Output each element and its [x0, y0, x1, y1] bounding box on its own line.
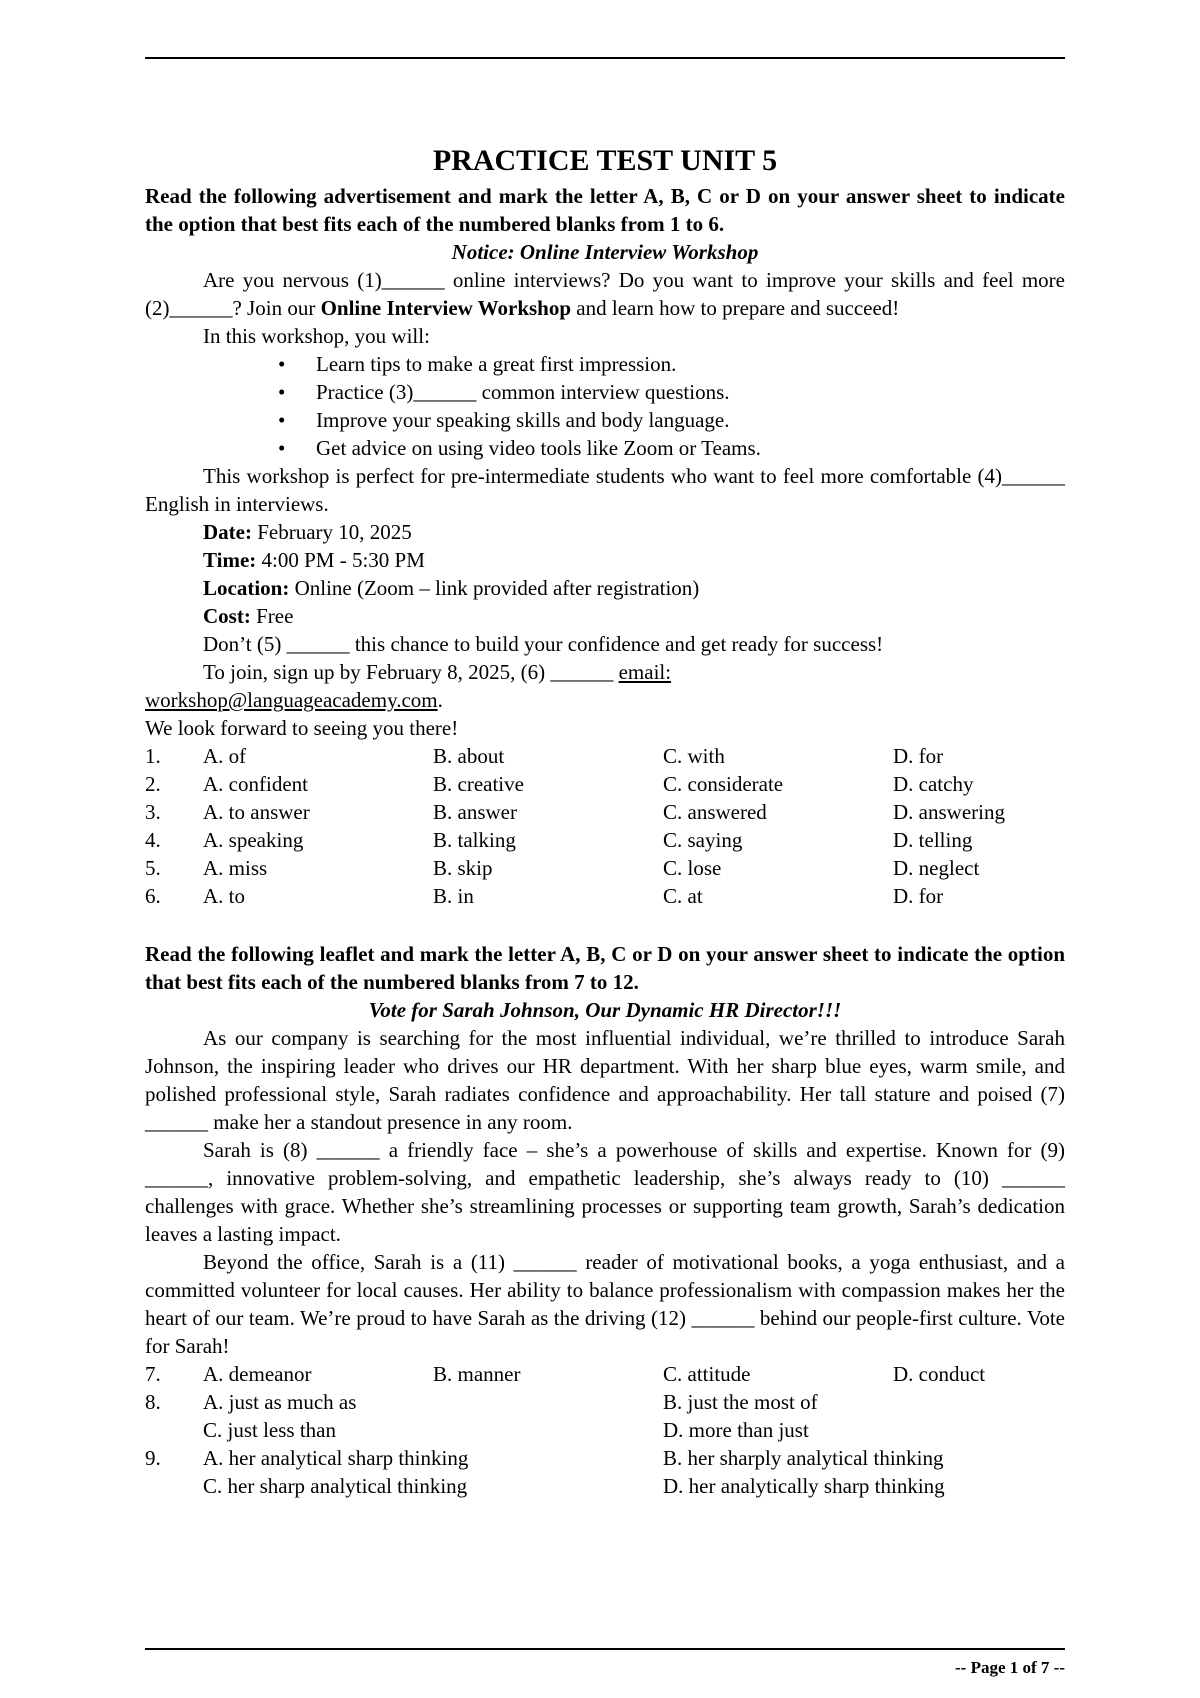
notice-title: Notice: Online Interview Workshop	[451, 240, 759, 264]
option-d: D. telling	[893, 828, 973, 852]
time-value: 4:00 PM - 5:30 PM	[256, 548, 425, 572]
section1-instruction: Read the following advertisement and mark the letter A, B, C or D on your answer sheet to indicate the option that best fits each of the numbered blanks from 1 to 6.	[145, 184, 1065, 236]
question-row	[145, 826, 1065, 854]
email-label-link[interactable]: email:	[618, 660, 672, 684]
option-c: C. just less than	[203, 1418, 337, 1442]
option-a: A. confident	[203, 772, 308, 796]
ad-paragraph-5	[145, 658, 1065, 686]
ad-p1-text-b: and learn how to prepare and succeed!	[571, 296, 900, 320]
question-number: 6.	[145, 884, 161, 908]
option-d: D. catchy	[893, 772, 974, 796]
option-d: D. neglect	[893, 856, 980, 880]
option-b: B. her sharply analytical thinking	[663, 1446, 944, 1470]
option-a: A. to answer	[203, 800, 310, 824]
question-number: 7.	[145, 1362, 161, 1386]
bullet-item: • Improve your speaking skills and body language.	[145, 406, 1065, 434]
option-a: A. her analytical sharp thinking	[203, 1446, 469, 1470]
cost-value: Free	[250, 604, 294, 628]
option-b: B. manner	[433, 1362, 521, 1386]
leaflet-paragraph-2: Sarah is (8) ______ a friendly face – she’s a powerhouse of skills and expertise. Known for (9) ______, innovative problem-solving, and empathetic leadership, she’s always ready to (10) ______ challenges with grace. Whether she’s streamlining processes or supporting team growth, Sarah’s dedication leaves a lasting impact.	[145, 1138, 1065, 1246]
option-c: C. considerate	[663, 772, 784, 796]
option-d: D. more than just	[663, 1418, 809, 1442]
ad-p1-text-a: Are you nervous (1)______ online interviews? Do you want to improve your skills and feel more (2)______? Join our	[145, 268, 1065, 320]
bullet-item: • Practice (3)______ common interview questions.	[145, 378, 1065, 406]
option-c: C. attitude	[663, 1362, 751, 1386]
option-c: C. lose	[663, 856, 722, 880]
ad-paragraph-4: Don’t (5) ______ this chance to build your confidence and get ready for success!	[203, 632, 884, 656]
option-a: A. of	[203, 744, 247, 768]
time-label: Time:	[203, 548, 257, 572]
question-row	[145, 1472, 1065, 1500]
event-location	[145, 574, 1065, 602]
question-number: 1.	[145, 744, 161, 768]
question-number-blank	[145, 1472, 203, 1500]
question-row	[145, 882, 1065, 910]
option-b: B. in	[433, 884, 474, 908]
question-row	[145, 1444, 1065, 1472]
document-body	[145, 142, 1065, 1500]
option-b: B. answer	[433, 800, 517, 824]
ad-paragraph-3: This workshop is perfect for pre-intermediate students who want to feel more comfortable (4)______ English in interviews.	[145, 464, 1065, 516]
option-d: D. her analytically sharp thinking	[663, 1474, 945, 1498]
option-c: C. at	[663, 884, 703, 908]
event-time	[145, 546, 1065, 574]
bullet-item: • Learn tips to make a great first impression.	[145, 350, 1065, 378]
option-d: D. for	[893, 744, 944, 768]
date-label: Date:	[203, 520, 252, 544]
questions-7-9	[145, 1360, 1065, 1500]
question-row	[145, 1360, 1065, 1388]
option-a: A. miss	[203, 856, 268, 880]
leaflet-paragraph-3: Beyond the office, Sarah is a (11) ______ reader of motivational books, a yoga enthusiast, and a committed volunteer for local causes. Her ability to balance professionalism with compassion makes her the heart of our team. We’re proud to have Sarah as the driving (12) ______ behind our people-first culture. Vote for Sarah!	[145, 1250, 1065, 1358]
footer-rule	[145, 1648, 1065, 1650]
leaflet-title: Vote for Sarah Johnson, Our Dynamic HR Director!!!	[368, 998, 842, 1022]
question-number: 2.	[145, 772, 161, 796]
question-row	[145, 770, 1065, 798]
option-d: D. answering	[893, 800, 1005, 824]
event-date	[145, 518, 1065, 546]
option-b: B. about	[433, 744, 505, 768]
option-b: B. skip	[433, 856, 493, 880]
email-period: .	[437, 688, 443, 712]
email-link[interactable]: workshop@languageacademy.com	[145, 688, 438, 712]
option-d: D. conduct	[893, 1362, 986, 1386]
question-row	[145, 798, 1065, 826]
question-row	[145, 1388, 1065, 1416]
question-number: 5.	[145, 856, 161, 880]
section-spacer	[145, 910, 1065, 940]
cost-label: Cost:	[203, 604, 251, 628]
option-a: A. speaking	[203, 828, 304, 852]
workshop-bullet-list	[145, 350, 1065, 462]
ad-paragraph-1	[145, 266, 1065, 322]
option-c: C. saying	[663, 828, 743, 852]
leaflet-paragraph-1: As our company is searching for the most influential individual, we’re thrilled to introduce Sarah Johnson, the inspiring leader who drives our HR department. With her sharp blue eyes, warm smile, and polished professional style, Sarah radiates confidence and approachability. Her tall stature and poised (7) ______ make her a standout presence in any room.	[145, 1026, 1065, 1134]
option-c: C. with	[663, 744, 725, 768]
location-value: Online (Zoom – link provided after registration)	[289, 576, 700, 600]
option-a: A. demeanor	[203, 1362, 312, 1386]
page-title: PRACTICE TEST UNIT 5	[432, 144, 778, 177]
ad-closing: We look forward to seeing you there!	[145, 716, 459, 740]
option-a: A. to	[203, 884, 245, 908]
section2-instruction: Read the following leaflet and mark the letter A, B, C or D on your answer sheet to indicate the option that best fits each of the numbered blanks from 7 to 12.	[145, 942, 1065, 994]
question-row	[145, 1416, 1065, 1444]
option-c: C. answered	[663, 800, 767, 824]
date-value: February 10, 2025	[251, 520, 412, 544]
question-number: 3.	[145, 800, 161, 824]
option-d: D. for	[893, 884, 944, 908]
option-c: C. her sharp analytical thinking	[203, 1474, 468, 1498]
questions-1-6	[145, 742, 1065, 910]
question-number: 8.	[145, 1390, 161, 1414]
question-row	[145, 854, 1065, 882]
ad-paragraph-2: In this workshop, you will:	[203, 324, 430, 348]
question-number: 9.	[145, 1446, 161, 1470]
option-b: B. creative	[433, 772, 524, 796]
option-b: B. talking	[433, 828, 516, 852]
workshop-name: Online Interview Workshop	[320, 296, 572, 320]
email-line	[145, 686, 1065, 714]
option-a: A. just as much as	[203, 1390, 357, 1414]
bullet-item: • Get advice on using video tools like Zoom or Teams.	[145, 434, 1065, 462]
question-row	[145, 742, 1065, 770]
header-rule	[145, 57, 1065, 59]
question-number: 4.	[145, 828, 161, 852]
page-footer: -- Page 1 of 7 --	[955, 1658, 1065, 1677]
question-number-blank	[145, 1416, 203, 1444]
event-cost	[145, 602, 1065, 630]
ad-p5-text: To join, sign up by February 8, 2025, (6) ______	[203, 660, 619, 684]
location-label: Location:	[203, 576, 290, 600]
option-b: B. just the most of	[663, 1390, 818, 1414]
